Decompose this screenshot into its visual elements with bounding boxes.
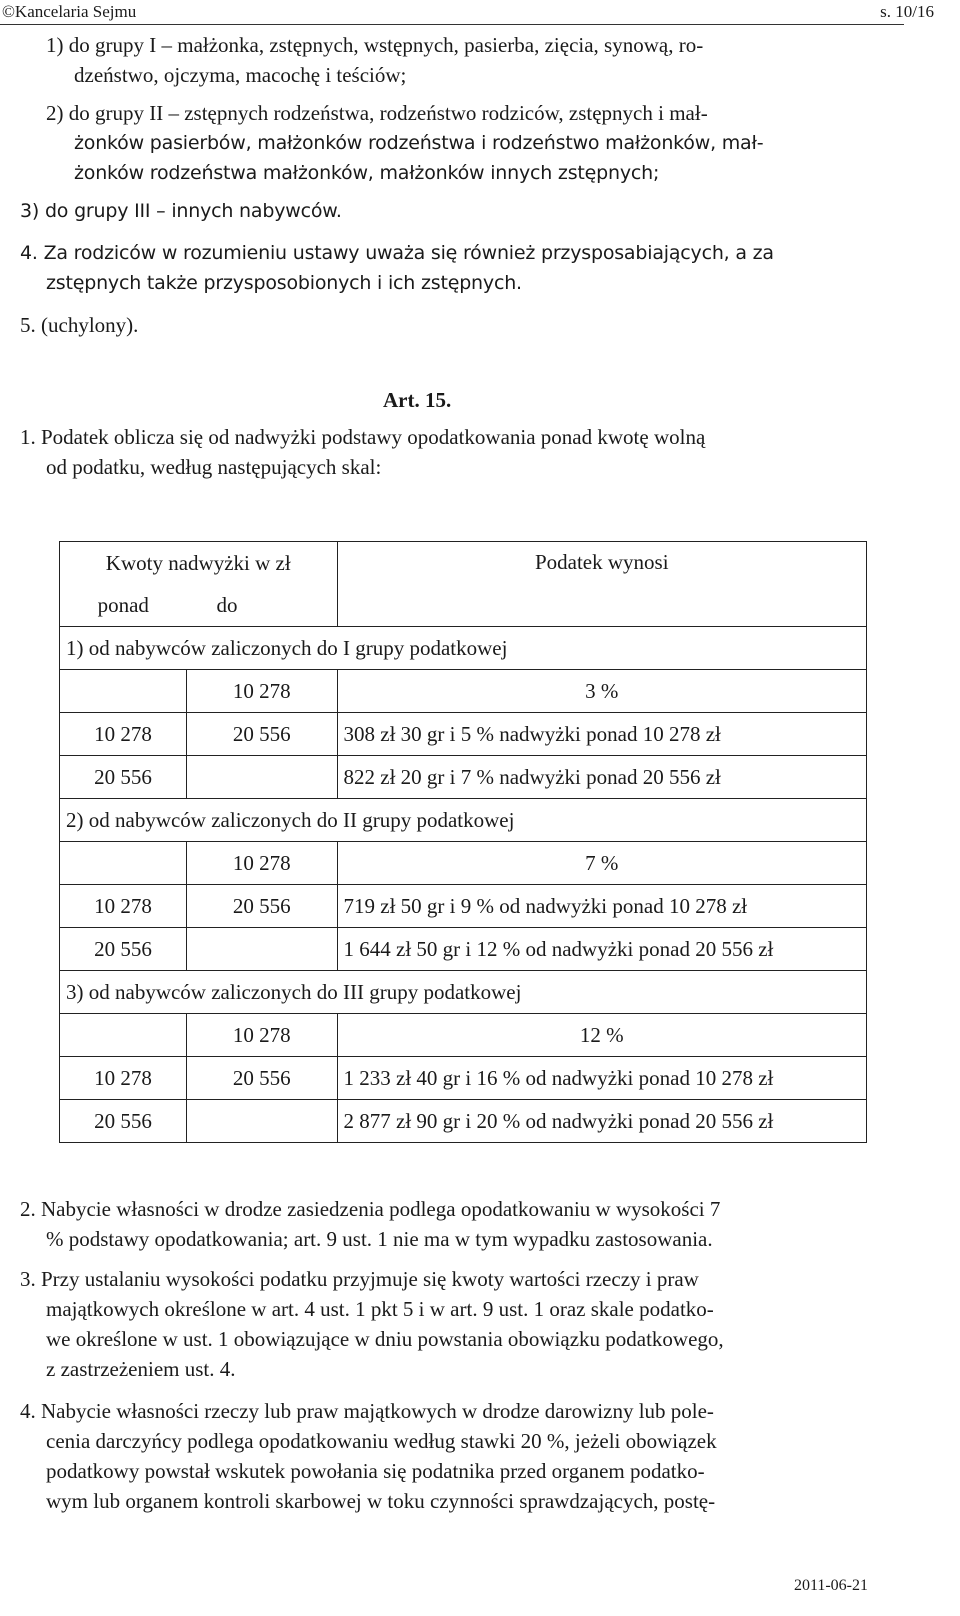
header-page-number: s. 10/16: [880, 2, 934, 21]
header-over: ponad: [60, 584, 187, 627]
paragraph-4b: 4. Nabycie własności rzeczy lub praw majątkowych w drodze darowizny lub pole-: [20, 1399, 714, 1423]
paragraph-5: 5. (uchylony).: [20, 313, 139, 337]
list-item-2-line: żonków rodzeństwa małżonków, małżonków innych zstępnych;: [74, 162, 660, 184]
group-row: [60, 971, 867, 1014]
paragraph-4b-line: wym lub organem kontroli skarbowej w toku czynności sprawdzających, postę-: [46, 1489, 716, 1513]
cell-tax: 1 233 zł 40 gr i 16 % od nadwyżki ponad 10 278 zł: [337, 1057, 867, 1100]
cell-over: 10 278: [60, 885, 187, 928]
cell-tax: 3 %: [337, 670, 867, 713]
list-item-3: 3) do grupy III – innych nabywców.: [20, 200, 342, 222]
group-label: 2) od nabywców zaliczonych do II grupy podatkowej: [60, 799, 867, 842]
header-to: do: [187, 584, 338, 627]
paragraph-3: 3. Przy ustalaniu wysokości podatku przyjmuje się kwoty wartości rzeczy i praw: [20, 1267, 699, 1291]
cell-to: 20 556: [187, 713, 338, 756]
table-row: [60, 670, 867, 713]
cell-tax: 822 zł 20 gr i 7 % nadwyżki ponad 20 556 zł: [337, 756, 867, 799]
cell-over: [60, 1014, 187, 1057]
cell-over: 10 278: [60, 713, 187, 756]
cell-over: 20 556: [60, 756, 187, 799]
table-row: [60, 1057, 867, 1100]
cell-to: [187, 756, 338, 799]
header-rule: [0, 24, 904, 25]
cell-tax: 719 zł 50 gr i 9 % od nadwyżki ponad 10 278 zł: [337, 885, 867, 928]
group-row: [60, 799, 867, 842]
article-paragraph-1: 1. Podatek oblicza się od nadwyżki podstawy opodatkowania ponad kwotę wolną: [20, 425, 706, 449]
cell-to: [187, 928, 338, 971]
cell-to: 20 556: [187, 1057, 338, 1100]
cell-tax: 1 644 zł 50 gr i 12 % od nadwyżki ponad 20 556 zł: [337, 928, 867, 971]
group-row: [60, 627, 867, 670]
list-item-2-line: 2) do grupy II – zstępnych rodzeństwa, rodzeństwo rodziców, zstępnych i mał-: [46, 101, 708, 125]
list-item-2-line: żonków pasierbów, małżonków rodzeństwa i rodzeństwo małżonków, mał-: [74, 132, 764, 154]
cell-to: 10 278: [187, 1014, 338, 1057]
cell-over: [60, 670, 187, 713]
list-item-1-line: dzeństwo, ojczyma, macochę i teściów;: [74, 63, 407, 87]
table-row: [60, 1100, 867, 1143]
table-row: [60, 928, 867, 971]
list-item-1-line: 1) do grupy I – małżonka, zstępnych, wstępnych, pasierba, zięcia, synową, ro-: [46, 33, 704, 57]
cell-to: 20 556: [187, 885, 338, 928]
cell-tax: 12 %: [337, 1014, 867, 1057]
header-amounts: Kwoty nadwyżki w zł: [60, 542, 338, 585]
article-paragraph-1-line: od podatku, według następujących skal:: [46, 455, 382, 479]
paragraph-2-line: % podstawy opodatkowania; art. 9 ust. 1 nie ma w tym wypadku zastosowania.: [46, 1227, 713, 1251]
table-row: [60, 713, 867, 756]
paragraph-4b-line: podatkowy powstał wskutek powołania się podatnika przed organem podatko-: [46, 1459, 705, 1483]
cell-to: [187, 1100, 338, 1143]
footer-date: 2011-06-21: [793, 1577, 868, 1594]
paragraph-3-line: we określone w ust. 1 obowiązujące w dniu powstania obowiązku podatkowego,: [46, 1327, 724, 1351]
cell-tax: 308 zł 30 gr i 5 % nadwyżki ponad 10 278 zł: [337, 713, 867, 756]
cell-to: 10 278: [187, 842, 338, 885]
header-tax: Podatek wynosi: [337, 542, 867, 627]
header-copyright: ©Kancelaria Sejmu: [2, 2, 137, 21]
cell-over: 10 278: [60, 1057, 187, 1100]
cell-tax: 2 877 zł 90 gr i 20 % od nadwyżki ponad 20 556 zł: [337, 1100, 867, 1143]
paragraph-4b-line: cenia darczyńcy podlega opodatkowaniu według stawki 20 %, jeżeli obowiązek: [46, 1429, 717, 1453]
paragraph-2: 2. Nabycie własności w drodze zasiedzenia podlega opodatkowaniu w wysokości 7: [20, 1197, 721, 1221]
group-label: 3) od nabywców zaliczonych do III grupy podatkowej: [60, 971, 867, 1014]
tax-scale-table: [59, 541, 867, 1143]
table-header-row: [60, 542, 867, 585]
paragraph-4-line: zstępnych także przysposobionych i ich zstępnych.: [46, 272, 522, 294]
cell-over: 20 556: [60, 1100, 187, 1143]
article-title: Art. 15.: [383, 388, 452, 412]
cell-tax: 7 %: [337, 842, 867, 885]
cell-over: 20 556: [60, 928, 187, 971]
paragraph-3-line: z zastrzeżeniem ust. 4.: [46, 1357, 236, 1381]
cell-over: [60, 842, 187, 885]
paragraph-3-line: majątkowych określone w art. 4 ust. 1 pkt 5 i w art. 9 ust. 1 oraz skale podatko-: [46, 1297, 714, 1321]
list-item-1: [46, 30, 846, 60]
table-row: [60, 756, 867, 799]
table-row: [60, 1014, 867, 1057]
group-label: 1) od nabywców zaliczonych do I grupy podatkowej: [60, 627, 867, 670]
table-row: [60, 885, 867, 928]
list-item-2: [46, 98, 846, 128]
table-row: [60, 842, 867, 885]
paragraph-4: 4. Za rodziców w rozumieniu ustawy uważa się również przysposabiających, a za: [20, 242, 774, 264]
cell-to: 10 278: [187, 670, 338, 713]
